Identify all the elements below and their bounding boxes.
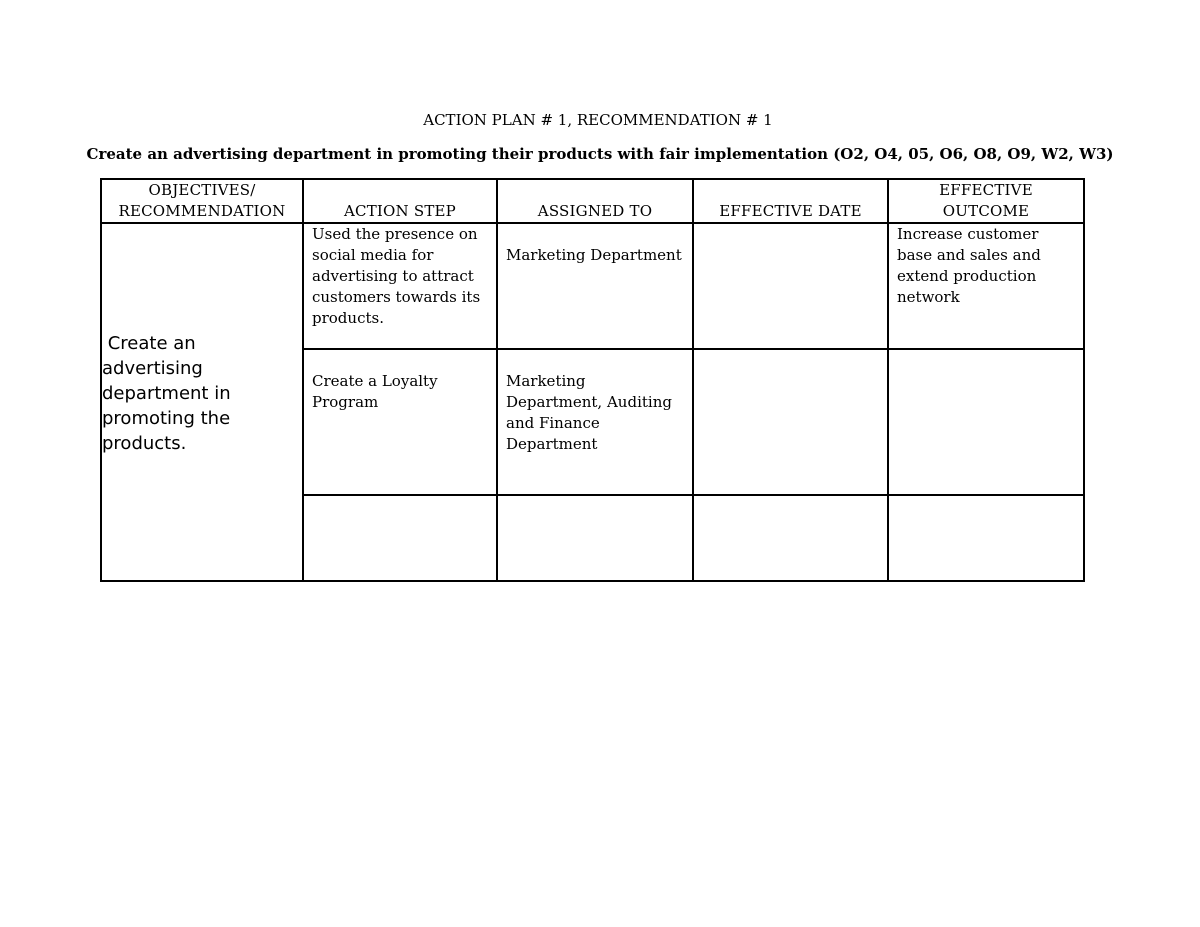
action-step-text: Create a Loyalty Program	[312, 372, 438, 411]
assigned-to-cell	[497, 495, 693, 581]
header-effective-outcome	[888, 179, 1084, 223]
action-step-text: Used the presence on social media for advertising to attract customers towards its products.	[312, 225, 481, 327]
effective-date-text	[694, 350, 887, 371]
effective-outcome-cell	[888, 495, 1084, 581]
assigned-to-text: Marketing Department	[506, 246, 682, 264]
effective-outcome-cell	[888, 223, 1084, 349]
effective-date-cell	[693, 349, 888, 495]
objective-text: Create an advertising department in promoting the products.	[102, 332, 237, 454]
effective-outcome-cell	[888, 349, 1084, 495]
action-step-cell	[303, 349, 497, 495]
table-row	[101, 223, 1084, 349]
header-effective-outcome-line2: OUTCOME	[942, 202, 1030, 220]
action-plan-title: ACTION PLAN # 1, RECOMMENDATION # 1	[423, 111, 773, 129]
header-effective-outcome-line1: EFFECTIVE	[939, 181, 1033, 199]
header-objectives-line2: RECOMMENDATION	[118, 202, 286, 220]
effective-date-cell	[693, 495, 888, 581]
assigned-to-cell	[497, 349, 693, 495]
assigned-to-text: Marketing Department, Auditing and Finance Department	[506, 372, 672, 453]
effective-date-cell	[693, 223, 888, 349]
assigned-to-cell	[497, 223, 693, 349]
header-assigned-to: ASSIGNED TO	[497, 179, 693, 223]
header-objectives-line1: OBJECTIVES/	[148, 181, 256, 199]
header-action-step: ACTION STEP	[303, 179, 497, 223]
header-objectives	[101, 179, 303, 223]
effective-outcome-text	[889, 350, 1083, 371]
objective-cell	[101, 223, 303, 581]
action-step-cell	[303, 495, 497, 581]
action-plan-subtitle: Create an advertising department in promoting their products with fair implementation (O2, O4, 05, O6, O8, O9, W2, W3)	[86, 145, 1114, 163]
table-header-row	[101, 179, 1084, 223]
action-step-cell	[303, 223, 497, 349]
action-plan-table	[100, 178, 1085, 582]
effective-outcome-text: Increase customer base and sales and extend production network	[897, 225, 1041, 306]
header-effective-date: EFFECTIVE DATE	[693, 179, 888, 223]
